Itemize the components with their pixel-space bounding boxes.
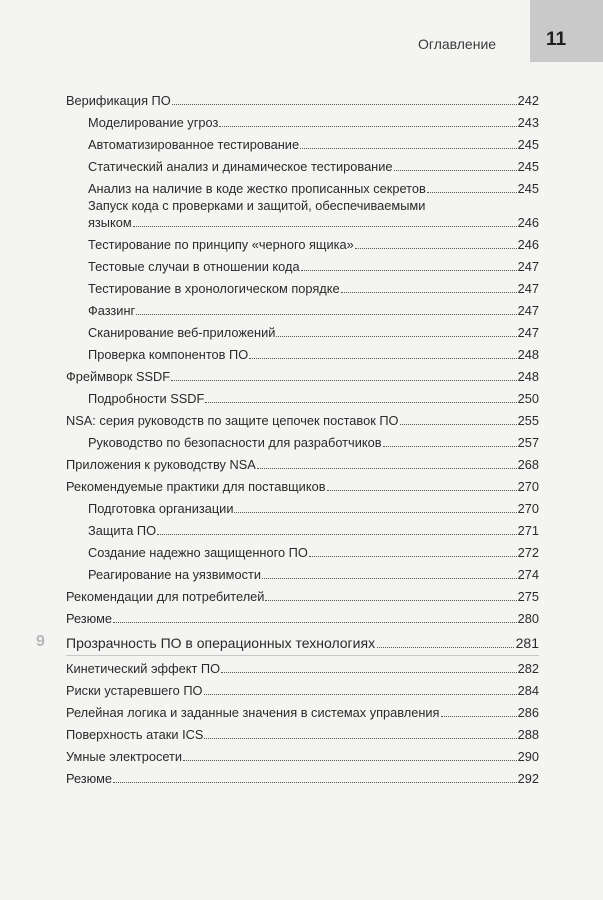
- toc-entry-page: 250: [517, 391, 539, 406]
- toc-entry[interactable]: [88, 180, 539, 196]
- toc-entry-title: Тестирование в хронологическом порядке: [88, 281, 340, 296]
- toc-entry-title: Фаззинг: [88, 303, 136, 318]
- toc-entry-page: 268: [517, 457, 539, 472]
- toc-entry[interactable]: [88, 390, 539, 406]
- toc-entry-title: языком: [88, 215, 132, 230]
- toc-entry-title: Подготовка организации: [88, 501, 234, 516]
- toc-entry[interactable]: [88, 280, 539, 296]
- toc-entry[interactable]: [88, 544, 539, 560]
- chapter-number: 9: [36, 633, 45, 650]
- toc-entry[interactable]: [88, 302, 539, 318]
- toc-entry-title-line1: Запуск кода с проверками и защитой, обеспечиваемыми: [88, 198, 426, 213]
- toc-entry-title: Сканирование веб-приложений: [88, 325, 276, 340]
- toc-entry-page: 290: [517, 749, 539, 764]
- toc-entry-page: 247: [517, 325, 539, 340]
- dot-leader: [300, 148, 517, 149]
- toc-entry-page: 242: [517, 93, 539, 108]
- toc-entry-title: Фреймворк SSDF: [66, 369, 171, 384]
- dot-leader: [341, 292, 517, 293]
- toc-entry-page: 274: [517, 567, 539, 582]
- dot-leader: [221, 672, 517, 673]
- toc-entry[interactable]: [88, 522, 539, 538]
- toc-entry[interactable]: [88, 346, 539, 362]
- toc-entry[interactable]: [66, 92, 539, 108]
- dot-leader: [234, 512, 516, 513]
- toc-entry-title: NSA: серия руководств по защите цепочек поставок ПО: [66, 413, 399, 428]
- dot-leader: [204, 694, 517, 695]
- toc-entry-title: Рекомендации для потребителей: [66, 589, 265, 604]
- toc-entry-title: Рекомендуемые практики для поставщиков: [66, 479, 326, 494]
- toc-entry[interactable]: [66, 456, 539, 472]
- toc-entry-page: 243: [517, 115, 539, 130]
- toc-entry-page: 275: [517, 589, 539, 604]
- toc-entry-title: Подробности SSDF: [88, 391, 205, 406]
- toc-entry[interactable]: [66, 660, 539, 676]
- toc-entry-title: Руководство по безопасности для разработчиков: [88, 435, 382, 450]
- toc-entry[interactable]: [88, 500, 539, 516]
- toc-entry-title: Приложения к руководству NSA: [66, 457, 256, 472]
- dot-leader: [157, 534, 517, 535]
- chapter-page: 281: [515, 635, 539, 651]
- dot-leader: [355, 248, 517, 249]
- toc-entry-page: 248: [517, 369, 539, 384]
- toc-entry[interactable]: [88, 114, 539, 130]
- toc-entry-page: 246: [517, 237, 539, 252]
- toc-entry-title: Резюме: [66, 611, 113, 626]
- toc-entry-page: 284: [517, 683, 539, 698]
- dot-leader: [183, 760, 517, 761]
- dot-leader: [441, 716, 517, 717]
- toc-entry-page: 271: [517, 523, 539, 538]
- dot-leader: [171, 380, 517, 381]
- toc-entry[interactable]: [88, 566, 539, 582]
- running-header-title: Оглавление: [418, 36, 497, 52]
- dot-leader: [205, 402, 516, 403]
- toc-entry-page: 247: [517, 281, 539, 296]
- toc-entry-page: 245: [517, 181, 539, 196]
- toc-entry-title: Риски устаревшего ПО: [66, 683, 203, 698]
- toc-entry-page: 246: [517, 215, 539, 230]
- toc-entry[interactable]: [88, 136, 539, 152]
- toc-entry-page: 288: [517, 727, 539, 742]
- toc-entry[interactable]: [66, 368, 539, 384]
- dot-leader: [301, 270, 517, 271]
- toc-entry[interactable]: [66, 748, 539, 764]
- toc-entry-title: Поверхность атаки ICS: [66, 727, 204, 742]
- toc-entry-page: 247: [517, 303, 539, 318]
- dot-leader: [113, 622, 517, 623]
- dot-leader: [383, 446, 517, 447]
- toc-entry-page: 270: [517, 501, 539, 516]
- toc-entry[interactable]: [88, 158, 539, 174]
- dot-leader: [257, 468, 517, 469]
- toc-entry[interactable]: [66, 726, 539, 742]
- toc-entry-title: Автоматизированное тестирование: [88, 137, 300, 152]
- dot-leader: [427, 192, 517, 193]
- toc-entry-title: Анализ на наличие в коде жестко прописанных секретов: [88, 181, 426, 196]
- toc-entry-page: 248: [517, 347, 539, 362]
- toc-entry-title: Тестовые случаи в отношении кода: [88, 259, 300, 274]
- chapter-heading-entry[interactable]: [66, 634, 539, 651]
- chapter-rule: [66, 655, 539, 656]
- toc-entry-title: Верификация ПО: [66, 93, 171, 108]
- toc-entry-page: 292: [517, 771, 539, 786]
- toc-entry-title: Проверка компонентов ПО: [88, 347, 249, 362]
- toc-entry[interactable]: [66, 682, 539, 698]
- dot-leader: [327, 490, 517, 491]
- toc-entry[interactable]: [66, 588, 539, 604]
- dot-leader: [249, 358, 516, 359]
- dot-leader: [262, 578, 517, 579]
- toc-entry[interactable]: [66, 412, 539, 428]
- toc-entry-title: Релейная логика и заданные значения в системах управления: [66, 705, 440, 720]
- toc-entry-title: Создание надежно защищенного ПО: [88, 545, 308, 560]
- toc-entry[interactable]: [88, 214, 539, 230]
- dot-leader: [400, 424, 517, 425]
- toc-entry[interactable]: [88, 434, 539, 450]
- toc-entry-title: Тестирование по принципу «черного ящика»: [88, 237, 354, 252]
- toc-entry-title: Статический анализ и динамическое тестирование: [88, 159, 393, 174]
- toc-entry[interactable]: [66, 610, 539, 626]
- toc-entry-page: 270: [517, 479, 539, 494]
- dot-leader: [113, 782, 517, 783]
- toc-entry[interactable]: [66, 770, 539, 786]
- dot-leader: [133, 226, 517, 227]
- toc-entry-title: Моделирование угроз: [88, 115, 219, 130]
- dot-leader: [377, 647, 514, 648]
- toc-entry-page: 247: [517, 259, 539, 274]
- toc-entry[interactable]: [88, 258, 539, 274]
- chapter-title: Прозрачность ПО в операционных технологиях: [66, 635, 376, 651]
- dot-leader: [309, 556, 517, 557]
- dot-leader: [219, 126, 516, 127]
- toc-entry[interactable]: [88, 324, 539, 340]
- toc-entry-page: 272: [517, 545, 539, 560]
- toc-entry-title: Умные электросети: [66, 749, 183, 764]
- toc-entry-page: 282: [517, 661, 539, 676]
- toc-entry-page: 280: [517, 611, 539, 626]
- toc-entry-page: 245: [517, 137, 539, 152]
- toc-entry-page: 245: [517, 159, 539, 174]
- page-number-tab: [530, 0, 603, 62]
- toc-entry[interactable]: [66, 478, 539, 494]
- dot-leader: [204, 738, 516, 739]
- dot-leader: [265, 600, 516, 601]
- toc-entry-title: Резюме: [66, 771, 113, 786]
- dot-leader: [172, 104, 517, 105]
- dot-leader: [136, 314, 516, 315]
- toc-entry-title: Защита ПО: [88, 523, 157, 538]
- toc-entry-page: 255: [517, 413, 539, 428]
- toc-entry-page: 286: [517, 705, 539, 720]
- dot-leader: [394, 170, 517, 171]
- toc-entry[interactable]: [88, 236, 539, 252]
- dot-leader: [276, 336, 516, 337]
- toc-entry-page: 257: [517, 435, 539, 450]
- toc-entry-title: Кинетический эффект ПО: [66, 661, 221, 676]
- toc-entry[interactable]: [66, 704, 539, 720]
- toc-entry-title: Реагирование на уязвимости: [88, 567, 261, 582]
- page-number: 11: [546, 29, 567, 50]
